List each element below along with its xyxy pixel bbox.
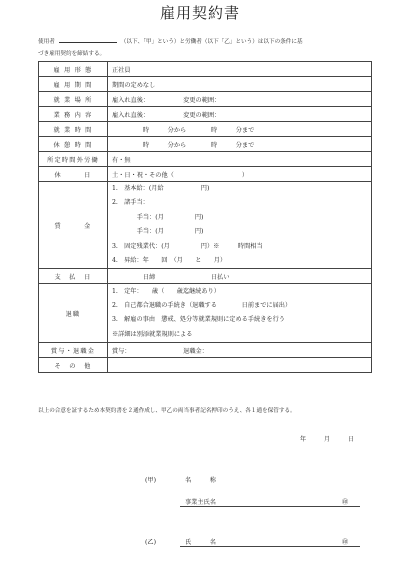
row-label: 所定時間外労働 <box>39 152 108 167</box>
contract-row <box>39 284 372 343</box>
party-a-seal: ㊞ <box>342 499 349 506</box>
row-label: 雇 用 期 間 <box>39 77 108 92</box>
agreement-footnote: 以上の合意を証するため本契約書を２通作成し、甲乙の両当事者記名押印のうえ、各１通を保管する。 <box>38 408 296 414</box>
party-b-name-label: 氏 名 <box>185 539 216 546</box>
row-value-line: 賞与： 退職金： <box>112 347 208 355</box>
contract-row <box>39 122 372 137</box>
row-label: 休 憩 時 間 <box>39 137 108 152</box>
row-value-line: 1. 基本給：(月給 円) <box>112 185 210 192</box>
contract-row <box>39 182 372 269</box>
row-label: 業 務 内 容 <box>39 107 108 122</box>
row-value[interactable] <box>108 182 372 269</box>
row-value-line: 2. 自己都合退職の手続き（退職する 日前までに届出） <box>112 301 292 309</box>
party-a-representative-label: 事業主氏名 <box>185 499 216 506</box>
row-value-line: 手当：(月 円) <box>112 213 204 221</box>
row-value[interactable] <box>108 122 372 137</box>
row-value-line: 3. 解雇の事由 懲戒、処分等就業規則に定める手続きを行う <box>112 316 285 324</box>
document-title: 雇用契約書 <box>159 4 240 22</box>
row-value[interactable] <box>108 62 372 77</box>
row-value-line: 土・日・祝・その他（ ） <box>112 171 249 179</box>
contract-date: 年 月 日 <box>300 436 355 443</box>
row-value-line: 3. 固定残業代：(月 円）※ 時間相当 <box>112 242 263 250</box>
row-label: 就 業 時 間 <box>39 122 108 137</box>
contract-row <box>39 343 372 358</box>
party-b-mark: (乙) <box>145 539 157 546</box>
contract-row <box>39 92 372 107</box>
row-value-line: 雇入れ直後： 変更の範囲： <box>112 96 221 104</box>
row-label: 雇 用 形 態 <box>39 62 108 77</box>
row-value[interactable] <box>108 358 372 373</box>
row-value[interactable] <box>108 284 372 343</box>
contract-row <box>39 137 372 152</box>
intro-text <box>38 36 378 60</box>
party-a-signature-line[interactable] <box>180 506 360 507</box>
row-value[interactable] <box>108 137 372 152</box>
row-value-line: ※詳細は別添就業規則による <box>112 330 193 338</box>
row-value-line: 2. 諸手当： <box>112 199 149 207</box>
party-a-mark: (甲) <box>145 477 157 484</box>
row-value-line: 正社員 <box>112 66 131 74</box>
row-label: 賞与・退職金 <box>39 343 108 358</box>
row-label: 休 日 <box>39 167 108 182</box>
party-a-name-label: 名 称 <box>185 477 216 484</box>
row-value-line: 時 分から 時 分まで <box>112 126 255 134</box>
contract-table <box>38 61 372 373</box>
contract-row <box>39 77 372 92</box>
row-value-line: 雇入れ直後： 変更の範囲： <box>112 111 221 119</box>
row-label: 就 業 場 所 <box>39 92 108 107</box>
contract-row <box>39 269 372 284</box>
row-label: 賃 金 <box>39 182 108 269</box>
row-label: 支 払 日 <box>39 269 108 284</box>
row-value-line: 手当：(月 円) <box>112 228 204 236</box>
row-label: そ の 他 <box>39 358 108 373</box>
contract-row <box>39 167 372 182</box>
row-value-line: 1. 定年： 歳（ 歳迄継続あり） <box>112 287 220 295</box>
row-value[interactable] <box>108 343 372 358</box>
contract-row <box>39 358 372 373</box>
row-value[interactable] <box>108 107 372 122</box>
row-value[interactable] <box>108 269 372 284</box>
employer-name-blank[interactable] <box>59 36 117 43</box>
intro-line2: づき雇用契約を締結する。 <box>38 51 106 57</box>
contract-row <box>39 107 372 122</box>
row-value-line: 日締 日払い <box>112 273 230 281</box>
row-value-line: 4. 昇給：年 回 （月 と 月） <box>112 256 227 264</box>
intro-employer-label: 使用者 <box>38 39 55 45</box>
contract-row <box>39 62 372 77</box>
row-value-line: 時 分から 時 分まで <box>112 141 255 149</box>
row-label: 退職 <box>39 284 108 343</box>
row-value[interactable] <box>108 167 372 182</box>
row-value-line: 期間の定めなし <box>112 81 156 89</box>
intro-line1: （以下、「甲」という）と労働者（以下「乙」という）は以下の条件に基 <box>120 39 303 45</box>
row-value[interactable] <box>108 152 372 167</box>
contract-row <box>39 152 372 167</box>
row-value-line: 有・無 <box>112 156 131 164</box>
party-b-seal: ㊞ <box>342 539 349 546</box>
row-value[interactable] <box>108 77 372 92</box>
row-value[interactable] <box>108 92 372 107</box>
party-b-signature-line[interactable] <box>180 546 360 547</box>
